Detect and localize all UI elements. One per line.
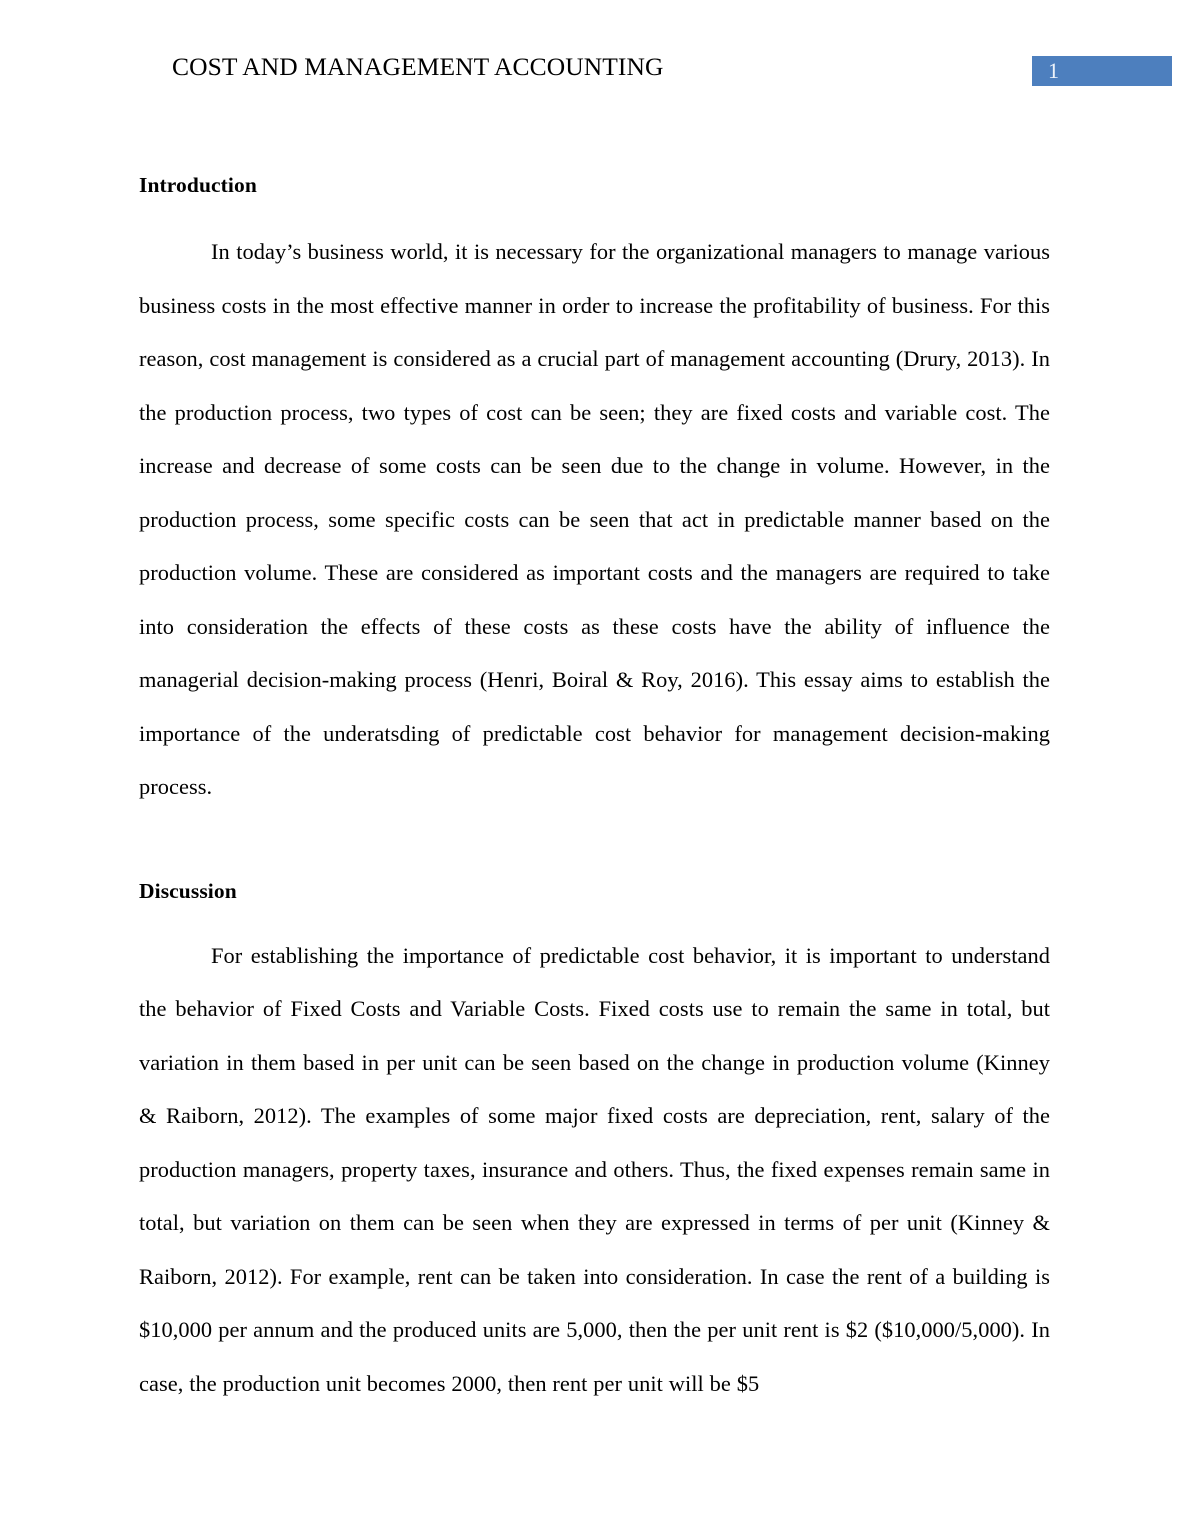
section-paragraph-discussion: For establishing the importance of predictable cost behavior, it is important to understand the behavior of Fixed Costs and Variable Costs. Fixed costs use to remain the same in total, but variation in them based in per unit can be seen based on the change in production volume (Kinney & Raiborn, 2012). The examples of some major fixed costs are depreciation, rent, salary of the production managers, property taxes, insurance and others. Thus, the fixed expenses remain same in total, but variation on them can be seen when they are expressed in terms of per unit (Kinney & Raiborn, 2012). For example, rent can be taken into consideration. In case the rent of a building is $10,000 per annum and the produced units are 5,000, then the per unit rent is $2 ($10,000/5,000). In case, the production unit becomes 2000, then rent per unit will be $5 (139, 942, 1050, 1396)
section-heading-discussion: Discussion (139, 878, 237, 903)
header-title: COST AND MANAGEMENT ACCOUNTING (172, 52, 664, 81)
section-spacer (139, 814, 1050, 876)
page-number-badge (1032, 56, 1172, 86)
document-body (139, 170, 1050, 1410)
running-header (139, 50, 1172, 90)
heading-spacer (139, 200, 1050, 225)
page-number: 1 (1048, 58, 1059, 83)
section-paragraph-introduction: In today’s business world, it is necessary for the organizational managers to manage various business costs in the most effective manner in order to increase the profitability of business. For this reason, cost management is considered as a crucial part of management accounting (Drury, 2013). In the production process, two types of cost can be seen; they are fixed costs and variable cost. The increase and decrease of some costs can be seen due to the change in volume. However, in the production process, some specific costs can be seen that act in predictable manner based on the production volume. These are considered as important costs and the managers are required to take into consideration the effects of these costs as these costs have the ability of influence the managerial decision-making process (Henri, Boiral & Roy, 2016). This essay aims to establish the importance of the underatsding of predictable cost behavior for management decision-making process. (139, 239, 1050, 799)
heading-spacer (139, 906, 1050, 929)
section-heading-introduction: Introduction (139, 173, 257, 197)
